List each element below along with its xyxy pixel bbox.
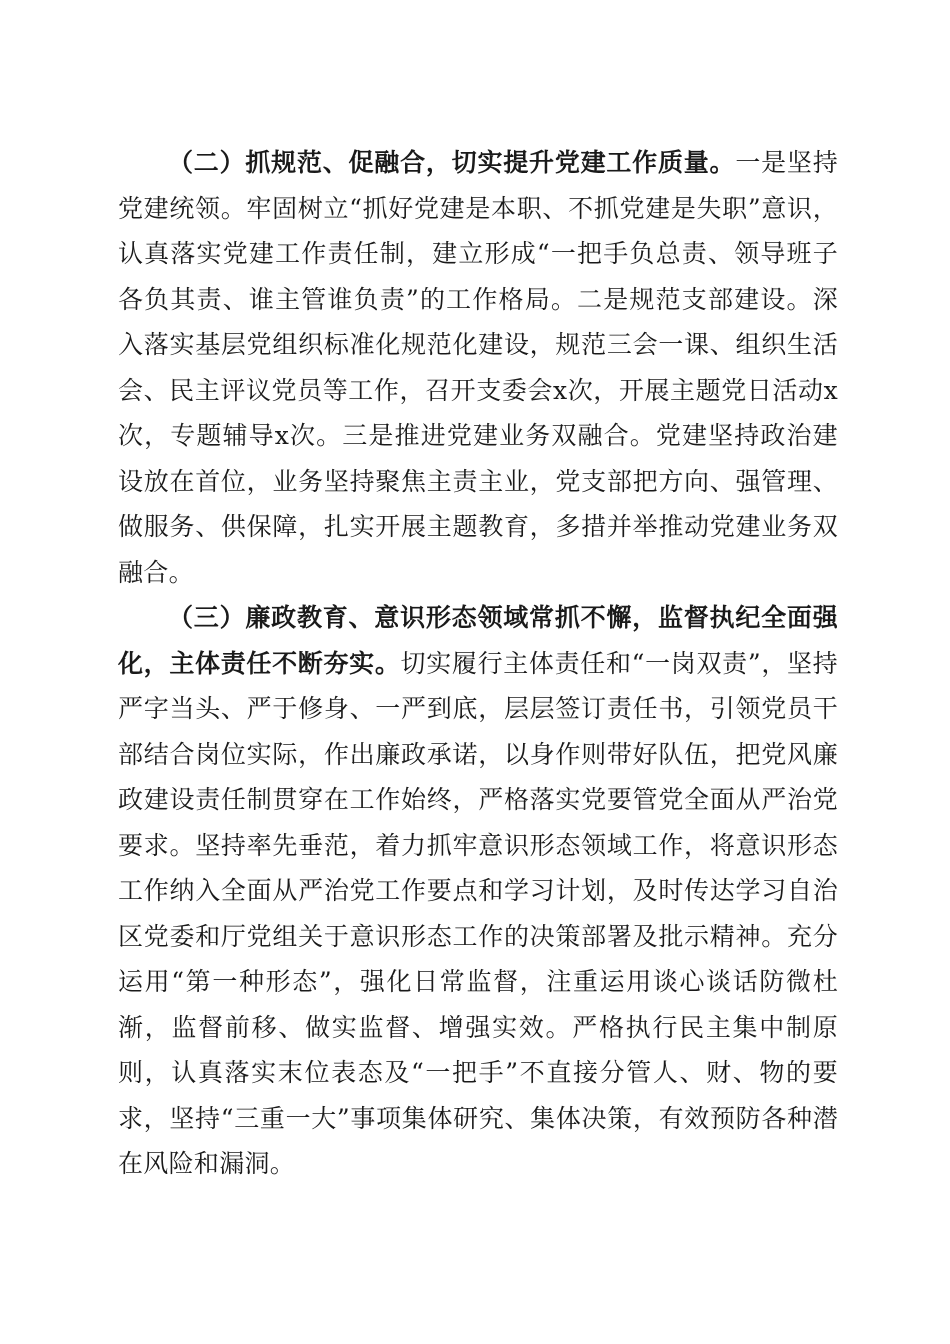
paragraph-text: 切实履行主体责任和“一岗双责”，坚持严字当头、严于修身、一严到底，层层签订责任书，引领党员干部结合岗位实际，作出廉政承诺，以身作则带好队伍，把党风廉政建设责任制贯穿在工作始终，严格落实党要管党全面从严治党要求。坚持率先垂范，着力抓牢意识形态领域工作，将意识形态工作纳入全面从严治党工作要点和学习计划，及时传达学习自治区党委和厅党组关于意识形态工作的决策部署及批示精神。充分运用“第一种形态”，强化日常监督，注重运用谈心谈话防微杜渐，监督前移、做实监督、增强实效。严格执行民主集中制原则，认真落实末位表态及“一把手”不直接分管人、财、物的要求，坚持“三重一大”事项集体研究、集体决策，有效预防各种潜在风险和漏洞。 (118, 648, 838, 1178)
document-body (118, 140, 838, 1187)
paragraph-integrity-education (118, 595, 838, 1187)
paragraph-party-building (118, 140, 838, 595)
paragraph-heading: （三）廉政教育、意识形态领域常抓不懈，监督执纪全面强化，主体责任不断夯实。 (118, 603, 838, 678)
paragraph-text: 一是坚持党建统领。牢固树立“抓好党建是本职、不抓党建是失职”意识，认真落实党建工作责任制，建立形成“一把手负总责、领导班子各负其责、谁主管谁负责”的工作格局。二是规范支部建设。深入落实基层党组织标准化规范化建设，规范三会一课、组织生活会、民主评议党员等工作，召开支委会x次，开展主题党日活动x次，专题辅导x次。三是推进党建业务双融合。党建坚持政治建设放在首位，业务坚持聚焦主责主业，党支部把方向、强管理、做服务、供保障，扎实开展主题教育，多措并举推动党建业务双融合。 (118, 148, 838, 587)
paragraph-heading: （二）抓规范、促融合，切实提升党建工作质量。 (168, 148, 736, 177)
